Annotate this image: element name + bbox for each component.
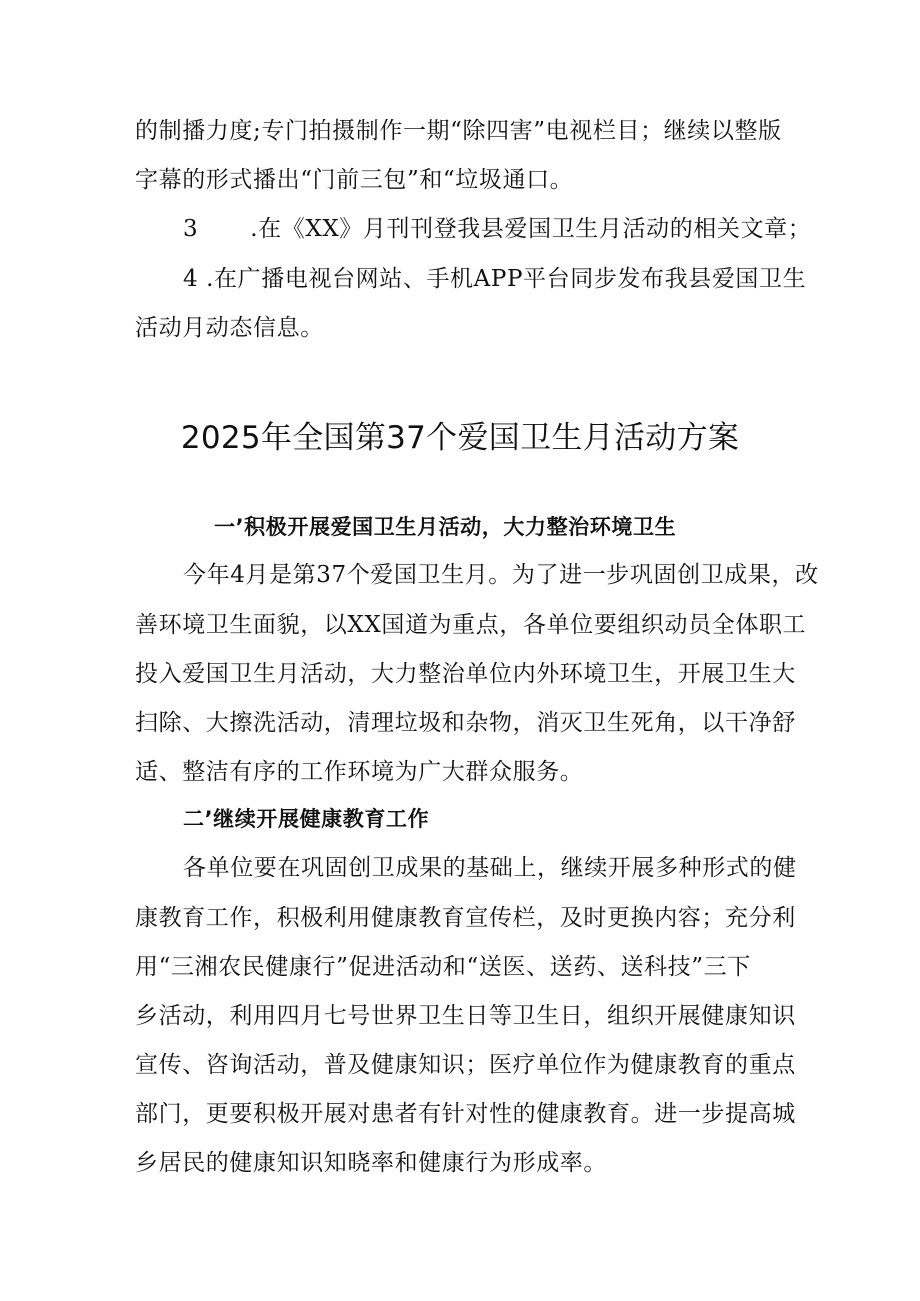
document-title: 2025年全国第37个爱国卫生月活动方案 [180,420,740,456]
section-1-line-2: 善环境卫生面貌，以XX国道为重点，各单位要组织动员全体职工 [135,612,807,638]
section-2-line-2: 康教育工作，积极利用健康教育宣传栏，及时更换内容；充分利 [135,905,796,931]
section-1-line-5: 适、整洁有序的工作环境为广大群众服务。 [135,759,584,785]
section-2-line-3: 用“三湘农民健康行”促进活动和“送医、送药、送科技”三下 [135,954,751,980]
item-3-number: 3 [183,216,199,242]
intro-item-3 [183,214,812,244]
section-1-heading: 一’积极开展爱国卫生月活动，大力整治环境卫生 [214,515,677,539]
intro-item-4-line-2: 活动月动态信息。 [135,315,324,341]
section-2-line-4: 乡活动，利用四月七号世界卫生日等卫生日，组织开展健康知识 [135,1003,796,1029]
section-2-line-6: 部门，更要积极开展对患者有针对性的健康教育。进一步提高城 [135,1101,796,1127]
section-2-line-1: 各单位要在巩固创卫成果的基础上，继续开展多种形式的健 [183,855,797,881]
intro-line-1: 的制播力度;专门拍摄制作一期“除四害”电视栏目；继续以整版 [135,118,782,144]
item-3-text: .在《XX》月刊刊登我县爱国卫生月活动的相关文章； [250,216,812,242]
section-2-heading: 二’继续开展健康教育工作 [183,807,430,831]
section-1-line-1: 今年4月是第37个爱国卫生月。为了进一步巩固创卫成果，改 [183,562,819,588]
intro-item-4-line-1: 4 .在广播电视台网站、手机APP平台同步发布我县爱国卫生 [183,266,807,292]
section-2-line-5: 宣传、咨询活动，普及健康知识；医疗单位作为健康教育的重点 [135,1052,796,1078]
section-1-line-4: 扫除、大擦洗活动，清理垃圾和杂物，消灭卫生死角，以干净舒 [135,710,796,736]
intro-line-2: 字幕的形式播出“门前三包”和“垃圾通口。 [135,167,574,193]
section-1-line-3: 投入爱国卫生月活动，大力整治单位内外环境卫生，开展卫生大 [135,661,796,687]
section-2-line-7: 乡居民的健康知识知晓率和健康行为形成率。 [135,1150,607,1176]
